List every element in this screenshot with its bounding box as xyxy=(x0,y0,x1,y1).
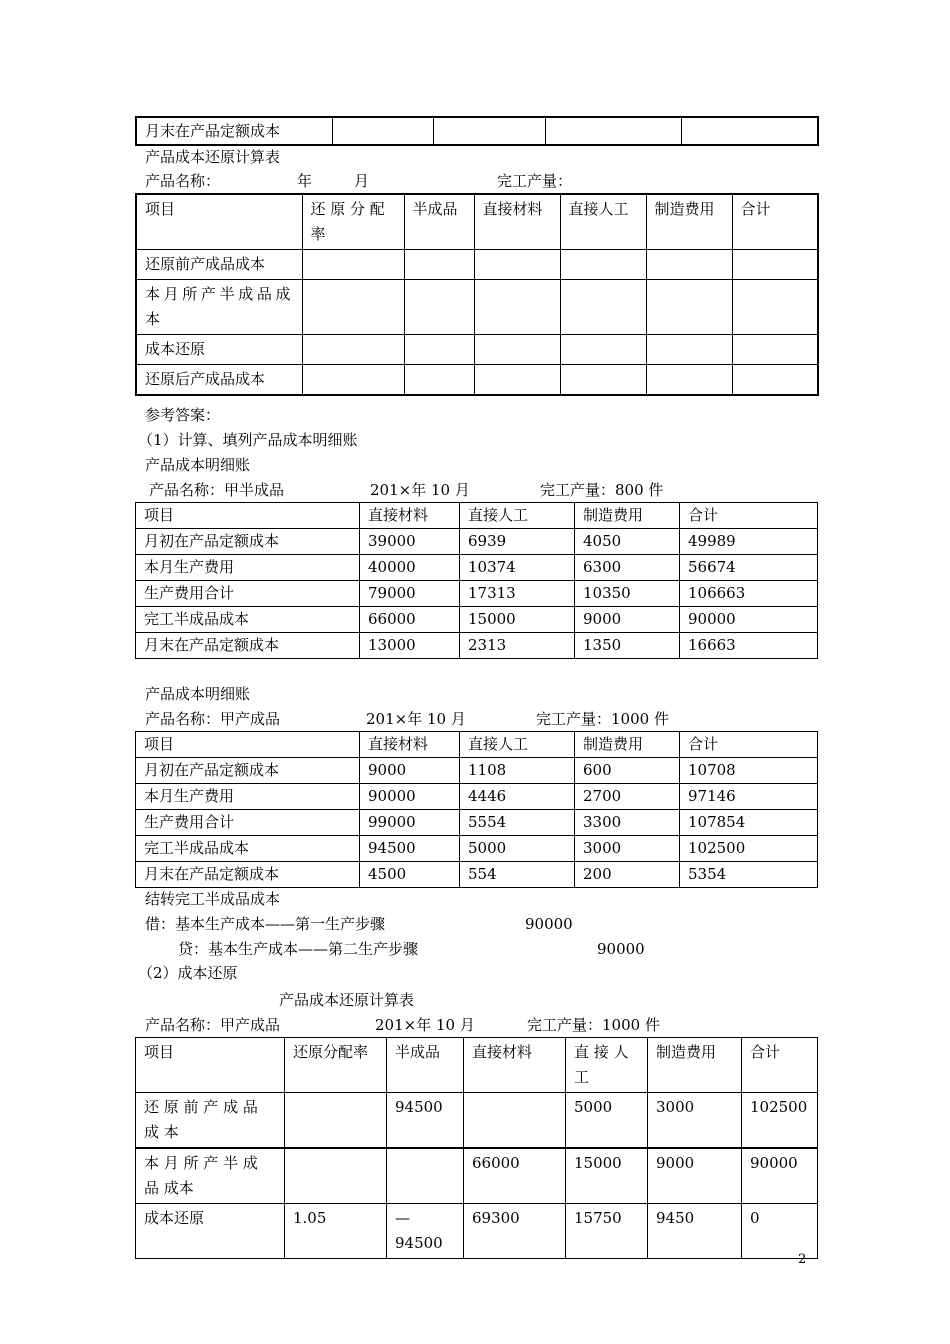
cell: 90000 xyxy=(360,784,460,810)
row-label: 月末在产品定额成本 xyxy=(136,633,360,659)
header-row xyxy=(136,1038,818,1093)
blank-restore-year: 年 xyxy=(297,172,313,190)
cell: 6300 xyxy=(575,555,680,581)
table-row xyxy=(136,529,818,555)
blank-restore-qty: 完工产量： xyxy=(497,172,573,190)
cell: 3000 xyxy=(575,836,680,862)
row-label: 月初在产品定额成本 xyxy=(136,758,360,784)
header-cell: 直接人工 xyxy=(560,194,646,250)
table-row xyxy=(136,633,818,659)
cell: 56674 xyxy=(680,555,818,581)
header-cell: 合计 xyxy=(742,1038,818,1093)
cell xyxy=(285,1148,387,1204)
table-row xyxy=(136,365,818,396)
cell xyxy=(285,1093,387,1149)
cell: 106663 xyxy=(680,581,818,607)
row-label: 本月所产半成品成本 xyxy=(136,280,302,335)
cell: 79000 xyxy=(360,581,460,607)
cell: 49989 xyxy=(680,529,818,555)
ledger2-qty: 完工产量：1000 件 xyxy=(536,710,669,728)
journal-debit-amount: 90000 xyxy=(525,915,573,933)
row-label: 完工半成品成本 xyxy=(136,836,360,862)
header-cell: 项目 xyxy=(136,1038,285,1093)
header-cell: 合计 xyxy=(732,194,818,250)
row-label: 成本还原 xyxy=(136,335,302,365)
header-cell: 制造费用 xyxy=(575,732,680,758)
row-label: 月初在产品定额成本 xyxy=(136,529,360,555)
row-label: 本月生产费用 xyxy=(136,555,360,581)
table-row xyxy=(136,581,818,607)
cell: 5000 xyxy=(566,1093,648,1149)
header-row xyxy=(136,732,818,758)
row-label: 生产费用合计 xyxy=(136,581,360,607)
row-label: 本 月 所 产 半 成 品 成本 xyxy=(136,1148,285,1204)
cell: 17313 xyxy=(460,581,575,607)
cell: 3300 xyxy=(575,810,680,836)
cell: 97146 xyxy=(680,784,818,810)
table-row xyxy=(136,607,818,633)
cell: 5354 xyxy=(680,862,818,888)
cell: 107854 xyxy=(680,810,818,836)
header-cell: 合计 xyxy=(680,732,818,758)
journal-credit-label: 贷：基本生产成本——第二生产步骤 xyxy=(178,940,419,958)
section1-title: （1）计算、填列产品成本明细账 xyxy=(138,431,358,449)
cell: 102500 xyxy=(680,836,818,862)
ledger1-date: 201×年 10 月 xyxy=(370,481,470,499)
header-cell: 直接材料 xyxy=(464,1038,566,1093)
cell: 1108 xyxy=(460,758,575,784)
cell: 9450 xyxy=(648,1204,742,1259)
journal-debit-label: 借：基本生产成本——第一生产步骤 xyxy=(145,915,386,933)
header-cell: 还 原 分 配 率 xyxy=(302,194,404,250)
table-row xyxy=(136,250,818,280)
row-label: 还原后产成品成本 xyxy=(136,365,302,396)
ledger1-qty: 完工产量：800 件 xyxy=(540,481,664,499)
ledger2-title: 产品成本明细账 xyxy=(145,685,251,703)
page-number: 2 xyxy=(798,1252,807,1267)
cell: 6939 xyxy=(460,529,575,555)
section2-title: （2）成本还原 xyxy=(138,964,238,982)
restore-date: 201×年 10 月 xyxy=(375,1016,475,1034)
row-label: 完工半成品成本 xyxy=(136,607,360,633)
row-label: 成本还原 xyxy=(136,1204,285,1259)
ledger1-table xyxy=(135,502,818,659)
header-cell: 制造费用 xyxy=(575,503,680,529)
cell: 90000 xyxy=(742,1148,818,1204)
restore-qty: 完工产量：1000 件 xyxy=(527,1016,660,1034)
header-row xyxy=(136,194,818,250)
cell: 4500 xyxy=(360,862,460,888)
header-cell: 还原分配率 xyxy=(285,1038,387,1093)
cell: 3000 xyxy=(648,1093,742,1149)
cell: 10374 xyxy=(460,555,575,581)
header-cell: 半成品 xyxy=(404,194,474,250)
cell: 10350 xyxy=(575,581,680,607)
header-cell: 半成品 xyxy=(387,1038,464,1093)
header-cell: 项目 xyxy=(136,503,360,529)
cell: 9000 xyxy=(648,1148,742,1204)
cell: 9000 xyxy=(360,758,460,784)
cell: 66000 xyxy=(464,1148,566,1204)
cell: 10708 xyxy=(680,758,818,784)
table-row xyxy=(136,758,818,784)
ledger2-date: 201×年 10 月 xyxy=(366,710,466,728)
header-cell: 制造费用 xyxy=(648,1038,742,1093)
header-cell: 直接材料 xyxy=(360,503,460,529)
cell: —94500 xyxy=(387,1204,464,1259)
header-cell: 项目 xyxy=(136,194,302,250)
row-label: 还 原 前 产 成 品 成 本 xyxy=(136,1093,285,1149)
cell: 99000 xyxy=(360,810,460,836)
cell: 1350 xyxy=(575,633,680,659)
table-row xyxy=(136,280,818,335)
table-row xyxy=(136,1093,818,1149)
cell: 2313 xyxy=(460,633,575,659)
journal-credit-amount: 90000 xyxy=(597,940,645,958)
cell: 200 xyxy=(575,862,680,888)
header-cell: 制造费用 xyxy=(646,194,732,250)
cell: 15000 xyxy=(566,1148,648,1204)
blank-restore-title: 产品成本还原计算表 xyxy=(145,148,281,166)
ledger1-title: 产品成本明细账 xyxy=(145,456,251,474)
ledger2-table xyxy=(135,731,818,888)
table-row xyxy=(136,335,818,365)
header-cell: 直接人工 xyxy=(460,732,575,758)
header-cell: 直接材料 xyxy=(474,194,560,250)
restore-table xyxy=(135,1037,818,1259)
table-row xyxy=(136,862,818,888)
restore-name: 产品名称：甲产成品 xyxy=(145,1016,281,1034)
blank-restore-month: 月 xyxy=(354,172,370,190)
cell: 5000 xyxy=(460,836,575,862)
cell: 9000 xyxy=(575,607,680,633)
row-label: 生产费用合计 xyxy=(136,810,360,836)
cell: 15750 xyxy=(566,1204,648,1259)
ledger1-name: 产品名称：甲半成品 xyxy=(149,481,285,499)
restore-title: 产品成本还原计算表 xyxy=(279,991,415,1009)
table-row xyxy=(136,117,818,145)
cell: 2700 xyxy=(575,784,680,810)
cell: 102500 xyxy=(742,1093,818,1149)
blank-restore-table xyxy=(135,193,819,396)
cell: 4446 xyxy=(460,784,575,810)
cell: 94500 xyxy=(387,1093,464,1149)
table-row xyxy=(136,1148,818,1204)
cell: 600 xyxy=(575,758,680,784)
row-label: 月末在产品定额成本 xyxy=(136,862,360,888)
table-row xyxy=(136,810,818,836)
header-row xyxy=(136,503,818,529)
cell xyxy=(387,1148,464,1204)
cell: 13000 xyxy=(360,633,460,659)
cell: 5554 xyxy=(460,810,575,836)
cell: 94500 xyxy=(360,836,460,862)
blank-restore-name: 产品名称： xyxy=(145,172,221,190)
table-row xyxy=(136,555,818,581)
row-label: 月末在产品定额成本 xyxy=(136,117,332,145)
row-label: 还原前产成品成本 xyxy=(136,250,302,280)
cell: 554 xyxy=(460,862,575,888)
header-cell: 合计 xyxy=(680,503,818,529)
table-row xyxy=(136,784,818,810)
table-row xyxy=(136,836,818,862)
header-cell: 直 接 人 工 xyxy=(566,1038,648,1093)
cell: 0 xyxy=(742,1204,818,1259)
header-cell: 直接材料 xyxy=(360,732,460,758)
ledger2-name: 产品名称：甲产成品 xyxy=(145,710,281,728)
cell xyxy=(464,1093,566,1149)
cell: 16663 xyxy=(680,633,818,659)
header-cell: 项目 xyxy=(136,732,360,758)
top-fragment-table xyxy=(135,116,819,146)
cell: 66000 xyxy=(360,607,460,633)
cell: 39000 xyxy=(360,529,460,555)
header-cell: 直接人工 xyxy=(460,503,575,529)
cell: 1.05 xyxy=(285,1204,387,1259)
cell: 15000 xyxy=(460,607,575,633)
cell: 4050 xyxy=(575,529,680,555)
row-label: 本月生产费用 xyxy=(136,784,360,810)
cell: 40000 xyxy=(360,555,460,581)
journal-title: 结转完工半成品成本 xyxy=(145,890,281,908)
answer-title: 参考答案： xyxy=(145,406,221,424)
cell: 90000 xyxy=(680,607,818,633)
table-row xyxy=(136,1204,818,1259)
cell: 69300 xyxy=(464,1204,566,1259)
